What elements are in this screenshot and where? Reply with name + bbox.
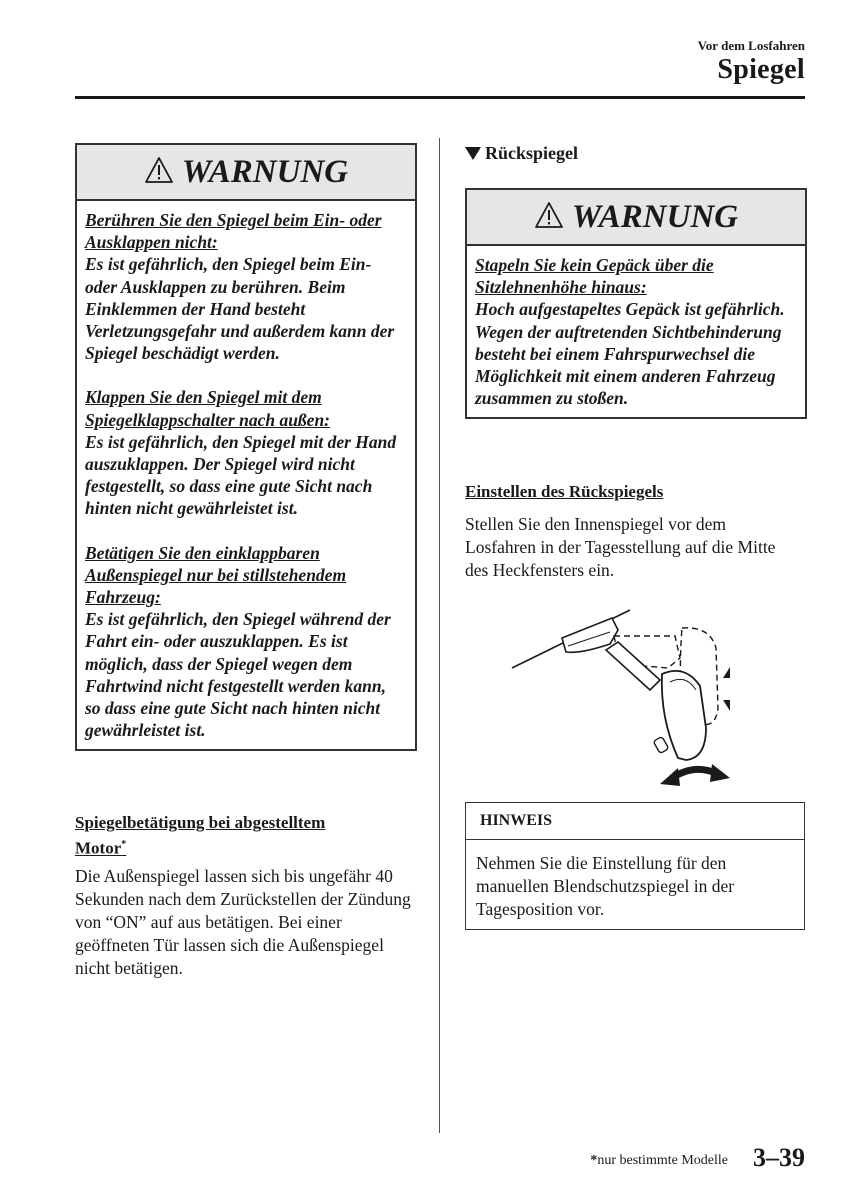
header-section: Vor dem Losfahren <box>697 38 805 53</box>
note-header: HINWEIS <box>466 803 804 840</box>
subheading-adjust-mirror: Einstellen des Rückspiegels <box>465 482 664 501</box>
warning-triangle-icon <box>144 156 174 189</box>
warning-box-right <box>465 188 807 419</box>
warning-header <box>467 190 805 246</box>
warning-header <box>77 145 415 201</box>
warning-paragraph <box>85 542 405 742</box>
warning-paragraph <box>85 209 405 364</box>
body-text-adjust-mirror: Stellen Sie den Innenspiegel vor dem Losfahren in der Tagesstellung auf die Mitte des Heckfensters ein. <box>465 514 776 580</box>
footnote-marker: * <box>121 839 127 850</box>
warning-box-left <box>75 143 417 751</box>
page-number: 3–39 <box>753 1143 805 1172</box>
mirror-illustration <box>510 608 730 798</box>
warning-paragraph-text: Es ist gefährlich, den Spiegel mit der Hand auszuklappen. Der Spiegel wird nicht festgestellt, so dass eine gute Sicht nach hinten nicht gewährleistet ist. <box>85 431 397 519</box>
note-box <box>465 802 805 930</box>
warning-paragraph-text: Es ist gefährlich, den Spiegel während der Fahrt ein- oder auszuklappen. Es ist möglich, dass der Spiegel wegen dem Fahrtwind nicht festgestellt werden kann, so dass eine gute Sicht nach hinten nicht gewährleistet ist. <box>85 609 391 741</box>
mirror-adjust-diagram <box>510 608 730 793</box>
subheading-engine-off: Spiegelbetätigung bei abgestelltem Motor* <box>75 813 326 858</box>
header-rule <box>75 96 805 99</box>
body-text-engine-off: Die Außenspiegel lassen sich bis ungefähr 40 Sekunden nach dem Zurückstellen der Zündung von “ON” auf aus betätigen. Bei einer geöffneten Tür lassen sich die Außenspiegel nicht betätigen. <box>75 866 411 978</box>
footnote: *nur bestimmte Modelle <box>590 1153 728 1168</box>
triangle-down-icon <box>465 147 481 160</box>
warning-paragraph <box>85 386 405 519</box>
warning-paragraph-heading: Betätigen Sie den einklappbaren Außenspiegel nur bei stillstehendem Fahrzeug: <box>85 542 347 608</box>
warning-body <box>467 246 805 417</box>
warning-paragraph-heading: Klappen Sie den Spiegel mit dem Spiegelklappschalter nach außen: <box>85 387 331 430</box>
warning-triangle-icon <box>534 201 564 234</box>
section-title-rearview: Rückspiegel <box>465 143 578 164</box>
column-divider <box>439 138 440 1133</box>
footnote-marker: * <box>590 1153 598 1168</box>
warning-paragraph-text: Es ist gefährlich, den Spiegel beim Ein- oder Ausklappen zu berühren. Beim Einklemmen der Hand besteht Verletzungsgefahr und außerdem kann der Spiegel beschädigt werden. <box>85 254 395 364</box>
page-title: Spiegel <box>717 54 805 85</box>
warning-paragraph <box>475 254 795 409</box>
warning-title: WARNUNG <box>571 198 739 235</box>
warning-paragraph-heading: Berühren Sie den Spiegel beim Ein- oder Ausklappen nicht: <box>85 210 382 253</box>
warning-body <box>77 201 415 749</box>
warning-title: WARNUNG <box>181 153 349 190</box>
warning-paragraph-heading: Stapeln Sie kein Gepäck über die Sitzlehnenhöhe hinaus: <box>475 255 714 298</box>
warning-paragraph-text: Hoch aufgestapeltes Gepäck ist gefährlich. Wegen der auftretenden Sichtbehinderung besteht bei einem Fahrspurwechsel die Möglichkeit mit einem anderen Fahrzeug zusammen zu stoßen. <box>475 299 785 409</box>
note-text: Nehmen Sie die Einstellung für den manuellen Blendschutzspiegel in der Tagesposition vor. <box>476 853 735 919</box>
